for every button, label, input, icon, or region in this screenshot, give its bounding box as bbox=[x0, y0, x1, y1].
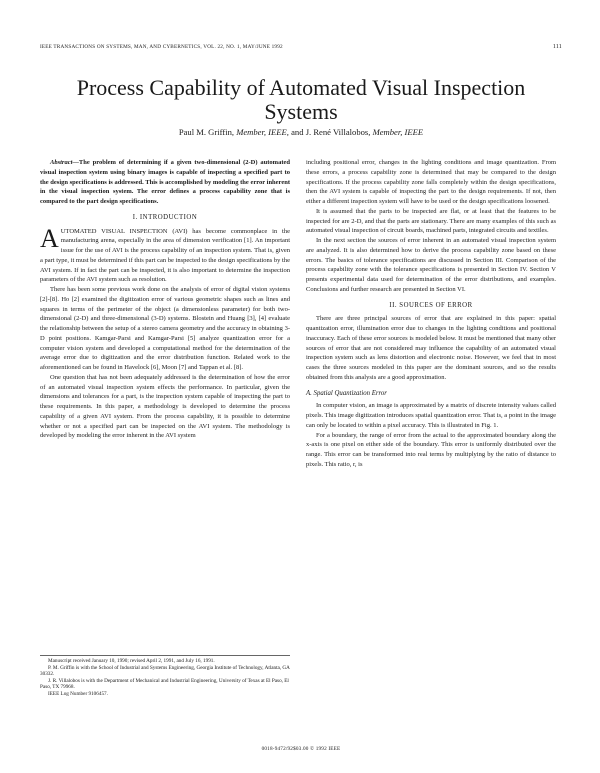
author-1-membership: Member, IEEE, bbox=[236, 127, 289, 137]
intro-paragraph-1-text: UTOMATED VISUAL INSPECTION (AVI) has become commonplace in the manufacturing arena, especially in the area of dimension verification [1]. An important issue for the use of AVI is the process capability of an inspection system. That is, given a part type, it must be determined if this part can be inspected to the design specifications by the AVI system. If in fact the part can be inspected, it is also important to determine the inspection parameters of the AVI system such as resolution. bbox=[40, 227, 290, 284]
quantization-paragraph-1: In computer vision, an image is approximated by a matrix of discrete intensity values called pixels. This image digitization introduces spatial quantization error. That is, a point in the image can only be located to within a pixel accuracy. This is illustrated in Fig. 1. bbox=[306, 402, 556, 429]
footnotes bbox=[40, 655, 290, 698]
intro-continued-paragraph: including positional error, changes in the lighting conditions and image quantization. From these errors, a process capability zone is determined that may be compared to the design specifications. If the process capability zone falls completely within the design specifications, then the AVI system is capable of inspecting the part to the design requirements. If not, then either a different inspection system will have to be used or the design specifications loosened. bbox=[306, 159, 556, 205]
right-column bbox=[306, 158, 556, 470]
author-2-membership: Member, IEEE bbox=[372, 127, 424, 137]
author-2: J. René Villalobos, bbox=[305, 127, 371, 137]
intro-paragraph-1 bbox=[40, 223, 290, 286]
intro-assumption-paragraph: It is assumed that the parts to be inspected are flat, or at least that the features to be inspected for are 2-D, and that the parts are stationary. There are many examples of this such as automated visual inspection of circuit boards, machined parts, integrated circuits and textiles. bbox=[306, 207, 556, 235]
author-line bbox=[40, 127, 562, 137]
paper-title: Process Capability of Automated Visual Inspection Systems bbox=[76, 75, 526, 124]
intro-paragraph-3: One question that has not been adequately addressed is the determination of how the error of an automated visual inspection system effects the performance. In particular, given the dimensions and tolerances for a part, is the inspection system capable of inspecting the part to these requirements. In this paper, a methodology is developed to determine the process capability of a given AVI system. From the process capability, it is possible to determine whether or not a specified part can be inspected on the AVI system. The methodology is developed by modeling the error inherent in the AVI system bbox=[40, 373, 290, 440]
abstract-label: Abstract— bbox=[50, 159, 79, 166]
author-and: and bbox=[291, 127, 304, 137]
footnote-author-1: P. M. Griffin is with the School of Industrial and Systems Engineering, Georgia Institute of Technology, Atlanta, GA 30332. bbox=[40, 664, 290, 678]
footnote-log-number: IEEE Log Number 9106457. bbox=[48, 690, 108, 697]
abstract bbox=[40, 158, 290, 207]
running-head bbox=[40, 44, 562, 50]
footnote-received: Manuscript received January 10, 1990; revised April 2, 1991, and July 16, 1991. bbox=[48, 658, 215, 664]
subsection-heading-spatial-quantization: A. Spatial Quantization Error bbox=[306, 389, 387, 397]
section-heading-introduction: I. INTRODUCTION bbox=[132, 213, 198, 221]
sources-paragraph-1: There are three principal sources of error that are explained in this paper: spatial quantization error, illumination error due to changes in the lighting conditions and positional inaccuracy. Each of these error sources is modeled below. It must be mentioned that many other sources of error that are not considered may influence the capability of an automated visual inspection system such as lens distortion and electronic noise. However, we feel that in most cases the three sources modeled in this paper are the dominant sources, and so the results obtained from this analysis are a good approximation. bbox=[306, 315, 556, 381]
intro-outline-paragraph: In the next section the sources of error inherent in an automated visual inspection system are analyzed. It is also determined how to derive the process capability zone based on these errors. The basics of tolerance specifications are discussed in Section III. Comparison of the process capability zone with the tolerance specifications is presented in Section IV. Section V presents experimental data used for determination of the error distributions, and examples. Conclusions and further research are presented in Section VI. bbox=[306, 237, 556, 293]
intro-paragraph-2: There has been some previous work done on the analysis of error of digital vision systems [2]-[8]. Ho [2] examined the digitization error of various geometric shapes such as lines and squares in terms of the perimeter of the object (a dimensionless parameter) for both two-dimensional (2-D) and three-dimensional (3-D) systems. Blostein and Huang [3], [4] evaluate the relationship between the setup of a stereo camera geometry and the accuracy in obtaining 3-D point positions. Kamgar-Parsi and Kamgar-Parsi [5] analyze quantization error for a computer vision system and developed a computational method for the determination of the average error due to digitization and the error distribution function. Related work to the aforementioned can be found in Havelock [6], Moon [7] and Tappan et al. [8]. bbox=[40, 286, 290, 371]
journal-line: IEEE TRANSACTIONS ON SYSTEMS, MAN, AND CYBERNETICS, VOL. 22, NO. 1, MAY/JUNE 1992 bbox=[40, 44, 283, 50]
section-heading-sources-of-error: II. SOURCES OF ERROR bbox=[389, 301, 473, 309]
drop-cap: A bbox=[40, 223, 59, 253]
page-number: 111 bbox=[552, 44, 562, 50]
left-column bbox=[40, 158, 290, 441]
author-1: Paul M. Griffin, bbox=[178, 127, 235, 137]
copyright-line: 0018-9472/92$03.00 © 1992 IEEE bbox=[261, 746, 341, 752]
abstract-text: The problem of determining if a given two-dimensional (2-D) automated visual inspection system using binary images is capable of inspecting a specified part to the design specifications is addressed. This is accomplished by modeling the error inherent in the visual inspection system. The error defines a process capability zone that is compared to the part design specifications. bbox=[40, 159, 290, 205]
footnote-author-2: J. R. Villalobos is with the Department of Mechanical and Industrial Engineering, University of Texas at El Paso, El Paso, TX 79968. bbox=[40, 677, 289, 691]
quantization-paragraph-2: For a boundary, the range of error from the actual to the approximated boundary along the x-axis is one pixel on either side of the boundary. This error is uniformly distributed over the range. This error can be transformed into real terms by multiplying by the ratio of distance to pixels. This ratio, r, is bbox=[306, 431, 556, 468]
